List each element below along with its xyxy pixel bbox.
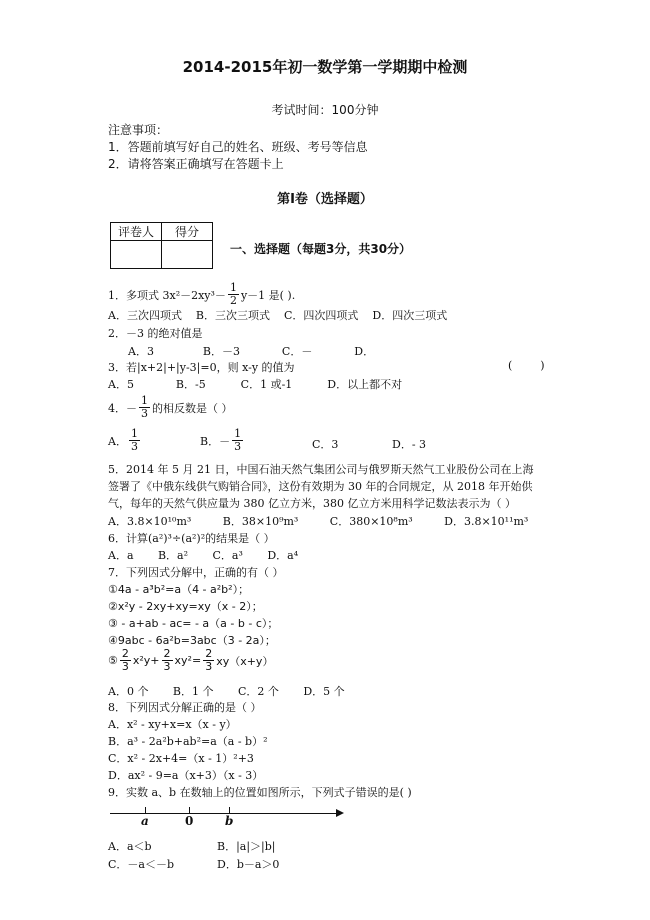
score-table-cell-score (162, 241, 213, 269)
option-b-fraction (232, 428, 243, 453)
item-5-fraction-1 (120, 648, 131, 673)
fraction-numerator: 1 (229, 281, 237, 294)
question-1-options: A．三次四项式 B．三次三项式 C．四次四项式 D．四次三项式 (108, 309, 448, 322)
score-table-header-grader: 评卷人 (111, 223, 162, 241)
question-8-option-c: C．x² - 2x+4=（x - 1）²+3 (108, 752, 254, 765)
item-5-text-c: xy（x+y） (216, 654, 274, 668)
question-9-stem: 9．实数 a、b 在数轴上的位置如图所示，下列式子错误的是( ) (108, 786, 412, 799)
question-3-options: A．5 B．-5 C．1 或-1 D．以上都不对 (108, 378, 403, 391)
number-line-label-a: a (141, 814, 149, 828)
question-2-stem: 2．－3 的绝对值是 (108, 327, 203, 340)
question-1-fraction (228, 282, 239, 307)
fraction-denominator: 3 (234, 440, 242, 453)
item-marker: ⑤ (108, 654, 118, 667)
number-line-label-b: b (225, 814, 234, 828)
score-table (110, 222, 213, 269)
question-4-option-d: D．- 3 (392, 438, 427, 451)
question-9-option-c: C．－a＜－b (108, 858, 175, 871)
fraction-numerator: 1 (130, 427, 138, 440)
section-title: 第I卷（选择题） (277, 192, 373, 207)
question-8-stem: 8．下列因式分解正确的是（ ） (108, 701, 262, 714)
notice-item-1: 1．答题前填写好自己的姓名、班级、考号等信息 (108, 140, 368, 154)
fraction-numerator: 1 (234, 427, 242, 440)
question-5-line-2: 签署了《中俄东线供气购销合同》，这份有效期为 30 年的合同规定，从 2018 年开始供 (108, 480, 533, 493)
question-8-option-a: A．x² - xy+x=x（x - y） (108, 718, 237, 731)
fraction-numerator: 2 (121, 647, 129, 660)
question-4-option-c: C．3 (312, 438, 339, 451)
exam-time: 考试时间：100分钟 (271, 103, 379, 117)
option-label: B．－ (200, 434, 231, 448)
fraction-denominator: 3 (141, 407, 148, 420)
number-line-label-0: 0 (185, 814, 194, 828)
item-5-text-a: x²y+ (132, 654, 160, 667)
question-1-stem-pre: 1．多项式 3x²－2xy³－ (108, 288, 226, 302)
fraction-denominator: 3 (205, 660, 213, 673)
part-heading: 一、选择题（每题3分，共30分） (230, 242, 412, 256)
fraction-numerator: 1 (141, 394, 148, 407)
question-4-option-b (200, 428, 245, 453)
fraction-denominator: 3 (130, 440, 138, 453)
item-5-text-b: xy²= (174, 654, 202, 667)
question-8-option-d: D．ax² - 9=a（x+3）（x - 3） (108, 769, 264, 782)
question-8-option-b: B．a³ - 2a²b+ab²=a（a - b）² (108, 735, 268, 748)
number-line-arrow-icon (336, 809, 344, 817)
question-7-item-5 (108, 648, 273, 673)
number-line-tick-b (229, 807, 230, 813)
score-table-header-score: 得分 (162, 223, 213, 241)
question-7-item-1: ①4a - a³b²=a（4 - a²b²）； (108, 583, 250, 596)
question-7-item-4: ④9abc - 6a²b=3abc（3 - 2a）； (108, 634, 276, 647)
question-7-stem: 7．下列因式分解中，正确的有（ ） (108, 566, 284, 579)
notice-item-2: 2．请将答案正确填写在答题卡上 (108, 157, 284, 171)
question-1-stem-post: y－1 是( ). (240, 288, 296, 302)
notice-heading: 注意事项： (108, 123, 169, 137)
question-4-fraction (139, 395, 150, 420)
item-5-fraction-3 (203, 648, 214, 673)
question-9-option-b: B．|a|＞|b| (217, 840, 276, 853)
question-9-option-a: A．a＜b (108, 840, 152, 853)
question-7-item-2: ②x²y - 2xy+xy=xy（x - 2）； (108, 600, 263, 613)
question-9-option-d: D．b－a＞0 (217, 858, 280, 871)
page-title: 2014-2015年初一数学第一学期期中检测 (182, 58, 468, 76)
option-a-fraction (129, 428, 140, 453)
option-label: A． (108, 434, 127, 448)
fraction-denominator: 3 (121, 660, 129, 673)
question-4 (108, 395, 233, 420)
number-line-tick-a (145, 807, 146, 813)
question-6-options: A．a B．a² C．a³ D．a⁴ (108, 549, 299, 562)
question-6-stem: 6．计算(a²)³÷(a²)²的结果是（ ） (108, 532, 275, 545)
question-7-item-3: ③ - a+ab - ac= - a（a - b - c）； (108, 617, 279, 630)
fraction-denominator: 3 (163, 660, 171, 673)
question-4-option-a (108, 428, 142, 453)
fraction-denominator: 2 (229, 294, 237, 307)
question-3-stem: 3．若|x+2|+|y-3|=0，则 x-y 的值为 (108, 361, 295, 374)
fraction-numerator: 2 (205, 647, 213, 660)
question-5-line-3: 气，每年的天然气供应量为 380 亿立方米，380 亿立方米用科学记数法表示为（ ） (108, 497, 516, 510)
question-4-stem-pre: 4．－ (108, 401, 137, 415)
item-5-fraction-2 (162, 648, 173, 673)
score-table-cell-grader (111, 241, 162, 269)
question-1 (108, 282, 295, 307)
question-2-options: A．3 B．－3 C．－ D． (128, 345, 375, 358)
question-5-line-1: 5．2014 年 5 月 21 日，中国石油天然气集团公司与俄罗斯天然气工业股份公司在上海 (108, 463, 534, 476)
question-4-stem-post: 的相反数是（ ） (152, 401, 233, 415)
question-7-options: A．0 个 B．1 个 C．2 个 D．5 个 (108, 685, 345, 698)
number-line-tick-0 (189, 807, 190, 813)
question-5-options: A．3.8×10¹⁰m³ B．38×10⁹m³ C．380×10⁸m³ D．3.8×10¹¹m³ (108, 515, 529, 528)
fraction-numerator: 2 (163, 647, 171, 660)
question-3-answer-paren: ( ) (508, 359, 545, 372)
